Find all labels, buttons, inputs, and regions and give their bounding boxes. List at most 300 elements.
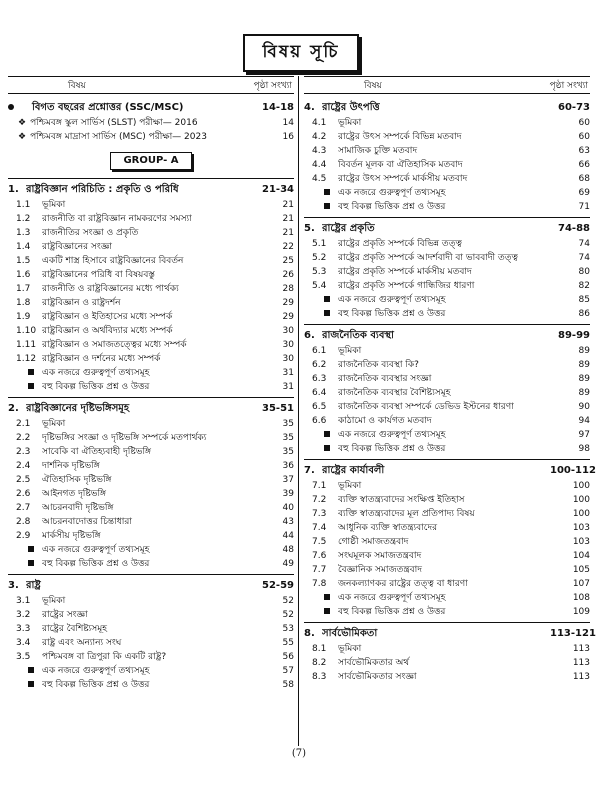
square-bullet-icon bbox=[324, 608, 330, 614]
item-page: 94 bbox=[578, 416, 590, 426]
section-heading bbox=[304, 221, 590, 237]
item-number: 3.3 bbox=[16, 624, 31, 634]
toc-item bbox=[8, 366, 294, 380]
item-page: 29 bbox=[282, 298, 294, 308]
item-text: রাজনীতি বা রাষ্ট্রবিজ্ঞান নামকরণের সমস্যা bbox=[42, 214, 192, 224]
toc-item bbox=[8, 380, 294, 394]
toc-item bbox=[8, 557, 294, 571]
item-number: 3.4 bbox=[16, 638, 31, 648]
toc-item bbox=[8, 324, 294, 338]
item-text: ভূমিকা bbox=[338, 346, 362, 356]
item-text: বৈজ্ঞানিক সমাজতন্ত্রবাদ bbox=[338, 565, 422, 575]
item-text: কাঠামো ও কার্যগত মতবাদ bbox=[338, 416, 432, 426]
item-text: রাজনৈতিক ব্যবস্থার সংজ্ঞা bbox=[338, 374, 432, 384]
section-heading bbox=[304, 328, 590, 344]
item-page: 31 bbox=[282, 382, 294, 392]
toc-item bbox=[304, 158, 590, 172]
section-number: 2. bbox=[8, 403, 19, 414]
toc-item bbox=[304, 563, 590, 577]
item-page: 113 bbox=[572, 644, 590, 654]
square-bullet-icon bbox=[28, 681, 34, 687]
toc-item bbox=[8, 543, 294, 557]
group-label: GROUP- A bbox=[110, 152, 192, 170]
item-page: 39 bbox=[282, 489, 294, 499]
toc-item bbox=[304, 591, 590, 605]
section-number: 5. bbox=[304, 223, 315, 234]
item-page: 49 bbox=[282, 559, 294, 569]
toc-item bbox=[8, 445, 294, 459]
toc-item bbox=[8, 501, 294, 515]
item-page: 48 bbox=[282, 545, 294, 555]
toc-item bbox=[304, 535, 590, 549]
item-text: ব্যক্তি স্বাতন্ত্র্যবাদের মূল প্রতিপাদ্য বিষয় bbox=[338, 509, 475, 519]
section-title: রাষ্ট্র bbox=[26, 580, 41, 591]
toc-item bbox=[304, 521, 590, 535]
square-bullet-icon bbox=[324, 594, 330, 600]
toc-item bbox=[304, 507, 590, 521]
toc-item bbox=[304, 386, 590, 400]
item-number: 6.4 bbox=[312, 388, 327, 398]
section-pages: 35-51 bbox=[262, 403, 294, 414]
square-bullet-icon bbox=[324, 431, 330, 437]
item-text: এক নজরে গুরুত্বপূর্ণ তথ্যসমূহ bbox=[338, 430, 446, 440]
section-pages: 74-88 bbox=[558, 223, 590, 234]
item-page: 89 bbox=[578, 346, 590, 356]
item-number: 7.8 bbox=[312, 579, 327, 589]
item-number: 3.5 bbox=[16, 652, 31, 662]
item-text: রাষ্ট্রের প্রকৃতি সম্পর্কে মার্কসীয় মতবাদ bbox=[338, 267, 472, 277]
section-heading bbox=[304, 626, 596, 642]
item-number: 1.2 bbox=[16, 214, 31, 224]
toc-item bbox=[8, 212, 294, 226]
toc-item bbox=[8, 678, 294, 692]
item-text: রাষ্ট্রের প্রকৃতি সম্পর্কে গান্ধিজির ধারণা bbox=[338, 281, 475, 291]
square-bullet-icon bbox=[28, 546, 34, 552]
item-number: 4.1 bbox=[312, 118, 327, 128]
item-text: এক নজরে গুরুত্বপূর্ণ তথ্যসমূহ bbox=[338, 188, 446, 198]
item-page: 52 bbox=[282, 610, 294, 620]
item-number: 2.6 bbox=[16, 489, 31, 499]
subject-header: বিষয় bbox=[364, 80, 382, 91]
square-bullet-icon bbox=[324, 203, 330, 209]
square-bullet-icon bbox=[28, 369, 34, 375]
square-bullet-icon bbox=[28, 560, 34, 566]
item-number: 1.10 bbox=[16, 326, 37, 336]
toc-item bbox=[8, 594, 294, 608]
section-pages: 113-121 bbox=[550, 628, 596, 639]
item-number: 3.1 bbox=[16, 596, 31, 606]
item-text: রাষ্ট্রবিজ্ঞান ও রাষ্ট্রদর্শন bbox=[42, 298, 121, 308]
item-text: রাষ্ট্রের উৎস সম্পর্কে বিভিন্ন মতবাদ bbox=[338, 132, 462, 142]
item-page: 40 bbox=[282, 503, 294, 513]
toc-item bbox=[8, 226, 294, 240]
item-text: ভূমিকা bbox=[42, 419, 66, 429]
toc-item bbox=[304, 670, 590, 684]
toc-item bbox=[8, 636, 294, 650]
section-heading bbox=[8, 182, 294, 198]
item-text: বহু বিকল্প ভিত্তিক প্রশ্ন ও উত্তর bbox=[338, 309, 446, 319]
item-page: 89 bbox=[578, 388, 590, 398]
item-page: 113 bbox=[572, 672, 590, 682]
item-text: আইনগত দৃষ্টিভঙ্গি bbox=[42, 489, 107, 499]
left-column-header bbox=[8, 76, 294, 94]
item-number: 1.6 bbox=[16, 270, 31, 280]
item-text: বহু বিকল্প ভিত্তিক প্রশ্ন ও উত্তর bbox=[338, 202, 446, 212]
right-sections bbox=[304, 100, 596, 684]
item-text: জনকল্যাণকর রাষ্ট্রের তত্ত্ব বা ধারণা bbox=[338, 579, 468, 589]
item-text: দৃষ্টিভঙ্গির সংজ্ঞা ও দৃষ্টিভঙ্গি সম্পর্কে মতপার্থক্য bbox=[42, 433, 207, 443]
item-page: 22 bbox=[282, 242, 294, 252]
item-text: আধুনিক ব্যক্তি স্বাতন্ত্র্যবাদের bbox=[338, 523, 438, 533]
item-number: 8.3 bbox=[312, 672, 327, 682]
section-number: 7. bbox=[304, 465, 315, 476]
item-number: 1.5 bbox=[16, 256, 31, 266]
item-page: 29 bbox=[282, 312, 294, 322]
toc-item bbox=[8, 417, 294, 431]
previous-questions-sub: ❖ পশ্চিমবঙ্গ স্কুল সার্ভিস (SLST) পরীক্ষা— 2016 14 bbox=[18, 118, 294, 128]
toc-item bbox=[304, 307, 590, 321]
right-column bbox=[304, 76, 596, 684]
item-text: মার্কসীয় দৃষ্টিভঙ্গি bbox=[42, 531, 101, 541]
toc-item bbox=[8, 296, 294, 310]
previous-questions-sub: ❖ পশ্চিমবঙ্গ মাদ্রাসা সার্ভিস (MSC) পরীক্ষা— 2023 16 bbox=[18, 132, 294, 142]
item-page: 71 bbox=[578, 202, 590, 212]
section-number: 6. bbox=[304, 330, 315, 341]
previous-questions-entry: বিগত বছরের প্রশ্নোত্তর (SSC/MSC) 14-18 bbox=[8, 100, 294, 116]
toc-item bbox=[304, 605, 590, 619]
square-bullet-icon bbox=[324, 445, 330, 451]
item-text: সংঘমূলক সমাজতন্ত্রবাদ bbox=[338, 551, 422, 561]
item-text: ঐতিহাসিক দৃষ্টিভঙ্গি bbox=[42, 475, 112, 485]
toc-item bbox=[8, 459, 294, 473]
toc-item bbox=[8, 650, 294, 664]
item-text: বহু বিকল্প ভিত্তিক প্রশ্ন ও উত্তর bbox=[338, 444, 446, 454]
section-heading bbox=[8, 401, 294, 417]
item-page: 103 bbox=[572, 523, 590, 533]
item-text: বহু বিকল্প ভিত্তিক প্রশ্ন ও উত্তর bbox=[42, 382, 150, 392]
item-page: 36 bbox=[282, 461, 294, 471]
item-page: 82 bbox=[578, 281, 590, 291]
item-page: 100 bbox=[572, 495, 590, 505]
item-page: 25 bbox=[282, 256, 294, 266]
section-heading bbox=[304, 463, 596, 479]
item-text: পশ্চিমবঙ্গ বা ত্রিপুরা কি একটি রাষ্ট্র? bbox=[42, 652, 167, 662]
item-page: 108 bbox=[572, 593, 590, 603]
item-number: 4.2 bbox=[312, 132, 327, 142]
page-header: পৃষ্ঠা সংখ্যা bbox=[253, 80, 292, 91]
item-number: 1.12 bbox=[16, 354, 37, 364]
item-number: 6.6 bbox=[312, 416, 327, 426]
item-text: আচরনবাদী দৃষ্টিভঙ্গি bbox=[42, 503, 114, 513]
section-separator bbox=[8, 574, 294, 575]
toc-item bbox=[304, 442, 590, 456]
toc-item bbox=[304, 130, 590, 144]
item-page: 100 bbox=[572, 509, 590, 519]
item-page: 100 bbox=[572, 481, 590, 491]
item-text: বহু বিকল্প ভিত্তিক প্রশ্ন ও উত্তর bbox=[338, 607, 446, 617]
section-number: 1. bbox=[8, 184, 19, 195]
section-number: 4. bbox=[304, 102, 315, 113]
subject-header: বিষয় bbox=[68, 80, 86, 91]
item-page: 53 bbox=[282, 624, 294, 634]
left-column bbox=[8, 76, 294, 692]
item-page: 85 bbox=[578, 295, 590, 305]
toc-item bbox=[8, 473, 294, 487]
toc-item bbox=[304, 372, 590, 386]
toc-item bbox=[304, 493, 590, 507]
item-page: 107 bbox=[572, 579, 590, 589]
section-separator bbox=[304, 217, 590, 218]
item-page: 21 bbox=[282, 228, 294, 238]
item-page: 30 bbox=[282, 340, 294, 350]
item-text: ভূমিকা bbox=[338, 481, 362, 491]
item-number: 2.9 bbox=[16, 531, 31, 541]
item-number: 2.1 bbox=[16, 419, 31, 429]
item-text: এক নজরে গুরুত্বপূর্ণ তথ্যসমূহ bbox=[338, 295, 446, 305]
toc-item bbox=[304, 549, 590, 563]
item-text: রাষ্ট্রবিজ্ঞান ও দর্শনের মধ্যে সম্পর্ক bbox=[42, 354, 161, 364]
toc-item bbox=[8, 487, 294, 501]
item-page: 60 bbox=[578, 132, 590, 142]
diamond-bullet-icon: ❖ bbox=[18, 118, 27, 128]
square-bullet-icon bbox=[324, 189, 330, 195]
toc-item bbox=[8, 608, 294, 622]
item-page: 52 bbox=[282, 596, 294, 606]
item-text: বহু বিকল্প ভিত্তিক প্রশ্ন ও উত্তর bbox=[42, 559, 150, 569]
square-bullet-icon bbox=[324, 310, 330, 316]
item-text: রাষ্ট্রের উৎস সম্পর্কে মার্কসীয় মতবাদ bbox=[338, 174, 468, 184]
item-page: 60 bbox=[578, 118, 590, 128]
toc-item bbox=[8, 310, 294, 324]
item-text: সার্বভৌমিকতার অর্থ bbox=[338, 658, 410, 668]
toc-item bbox=[8, 268, 294, 282]
item-number: 6.1 bbox=[312, 346, 327, 356]
section-title: রাজনৈতিক ব্যবস্থা bbox=[322, 330, 394, 341]
section-separator bbox=[304, 324, 590, 325]
section-title: রাষ্ট্রবিজ্ঞানের দৃষ্টিভঙ্গিসমূহ bbox=[26, 403, 130, 414]
toc-item bbox=[304, 237, 590, 251]
toc-item bbox=[8, 198, 294, 212]
item-page: 90 bbox=[578, 402, 590, 412]
item-text: একটি শাস্ত্র হিসাবে রাষ্ট্রবিজ্ঞানের বিবর্তন bbox=[42, 256, 184, 266]
item-page: 35 bbox=[282, 419, 294, 429]
section-heading bbox=[8, 578, 294, 594]
toc-item bbox=[304, 479, 590, 493]
item-number: 6.5 bbox=[312, 402, 327, 412]
item-page: 21 bbox=[282, 214, 294, 224]
column-divider bbox=[298, 76, 299, 746]
toc-item bbox=[8, 664, 294, 678]
item-text: রাষ্ট্রবিজ্ঞানের সংজ্ঞা bbox=[42, 242, 112, 252]
toc-item bbox=[304, 400, 590, 414]
toc-item bbox=[8, 622, 294, 636]
item-page: 37 bbox=[282, 475, 294, 485]
item-page: 35 bbox=[282, 433, 294, 443]
section-pages: 100-112 bbox=[550, 465, 596, 476]
item-page: 35 bbox=[282, 447, 294, 457]
item-page: 103 bbox=[572, 537, 590, 547]
page-header: পৃষ্ঠা সংখ্যা bbox=[549, 80, 588, 91]
toc-item bbox=[8, 254, 294, 268]
bullet-dot-icon bbox=[8, 104, 14, 110]
item-page: 21 bbox=[282, 200, 294, 210]
item-text: রাজনৈতিক ব্যবস্থার বৈশিষ্ট্যসমূহ bbox=[338, 388, 451, 398]
toc-item bbox=[304, 344, 590, 358]
item-page: 56 bbox=[282, 652, 294, 662]
toc-item bbox=[304, 293, 590, 307]
item-page: 30 bbox=[282, 326, 294, 336]
item-text: রাষ্ট্রবিজ্ঞানের পরিধি বা বিষয়বস্তু bbox=[42, 270, 155, 280]
section-number: 3. bbox=[8, 580, 19, 591]
item-text: ভূমিকা bbox=[338, 644, 362, 654]
toc-item bbox=[8, 529, 294, 543]
item-number: 2.7 bbox=[16, 503, 31, 513]
item-number: 1.4 bbox=[16, 242, 31, 252]
item-page: 105 bbox=[572, 565, 590, 575]
item-number: 7.2 bbox=[312, 495, 327, 505]
page-title: বিষয় সূচি bbox=[243, 34, 359, 72]
item-page: 74 bbox=[578, 253, 590, 263]
toc-item bbox=[8, 515, 294, 529]
item-text: এক নজরে গুরুত্বপূর্ণ তথ্যসমূহ bbox=[338, 593, 446, 603]
item-text: ব্যক্তি স্বাতন্ত্র্যবাদের সংক্ষিপ্ত ইতিহাস bbox=[338, 495, 465, 505]
item-page: 97 bbox=[578, 430, 590, 440]
item-text: সামাজিক চুক্তি মতবাদ bbox=[338, 146, 418, 156]
toc-item bbox=[304, 186, 590, 200]
section-pages: 52-59 bbox=[262, 580, 294, 591]
item-text: এক নজরে গুরুত্বপূর্ণ তথ্যসমূহ bbox=[42, 666, 150, 676]
item-page: 66 bbox=[578, 160, 590, 170]
item-text: ভূমিকা bbox=[42, 200, 66, 210]
item-number: 5.1 bbox=[312, 239, 327, 249]
page-number: (7) bbox=[291, 748, 307, 759]
section-separator bbox=[304, 622, 590, 623]
toc-item bbox=[304, 358, 590, 372]
item-page: 69 bbox=[578, 188, 590, 198]
item-text: এক নজরে গুরুত্বপূর্ণ তথ্যসমূহ bbox=[42, 545, 150, 555]
item-number: 1.3 bbox=[16, 228, 31, 238]
item-text: আচরনবাদোত্তর চিন্তাধারা bbox=[42, 517, 132, 527]
item-text: রাষ্ট্রবিজ্ঞান ও ইতিহাসের মধ্যে সম্পর্ক bbox=[42, 312, 173, 322]
item-number: 4.5 bbox=[312, 174, 327, 184]
item-number: 3.2 bbox=[16, 610, 31, 620]
item-number: 1.1 bbox=[16, 200, 31, 210]
toc-item bbox=[304, 577, 590, 591]
item-number: 8.1 bbox=[312, 644, 327, 654]
toc-item bbox=[304, 116, 590, 130]
item-page: 98 bbox=[578, 444, 590, 454]
item-page: 104 bbox=[572, 551, 590, 561]
item-page: 30 bbox=[282, 354, 294, 364]
item-text: রাষ্ট্রবিজ্ঞান ও অর্থবিদ্যার মধ্যে সম্পর্ক bbox=[42, 326, 173, 336]
item-number: 4.3 bbox=[312, 146, 327, 156]
item-number: 5.4 bbox=[312, 281, 327, 291]
section-pages: 89-99 bbox=[558, 330, 590, 341]
section-separator bbox=[8, 397, 294, 398]
toc-item bbox=[304, 279, 590, 293]
item-number: 8.2 bbox=[312, 658, 327, 668]
section-separator bbox=[304, 459, 590, 460]
item-page: 80 bbox=[578, 267, 590, 277]
item-page: 44 bbox=[282, 531, 294, 541]
item-number: 2.8 bbox=[16, 517, 31, 527]
item-text: রাষ্ট্রের বৈশিষ্ট্যসমূহ bbox=[42, 624, 107, 634]
toc-item bbox=[304, 172, 590, 186]
item-page: 26 bbox=[282, 270, 294, 280]
toc-item bbox=[304, 642, 590, 656]
item-text: বিবর্তন মূলক বা ঐতিহাসিক মতবাদ bbox=[338, 160, 463, 170]
toc-item bbox=[8, 282, 294, 296]
item-page: 89 bbox=[578, 374, 590, 384]
square-bullet-icon bbox=[324, 296, 330, 302]
item-number: 2.4 bbox=[16, 461, 31, 471]
item-number: 4.4 bbox=[312, 160, 327, 170]
toc-item bbox=[8, 352, 294, 366]
item-page: 63 bbox=[578, 146, 590, 156]
item-text: সাবেকি বা ঐতিহ্যবাহী দৃষ্টিভঙ্গি bbox=[42, 447, 152, 457]
item-text: ভূমিকা bbox=[42, 596, 66, 606]
toc-item bbox=[304, 656, 590, 670]
item-page: 113 bbox=[572, 658, 590, 668]
item-page: 86 bbox=[578, 309, 590, 319]
toc-item bbox=[304, 414, 590, 428]
item-number: 2.2 bbox=[16, 433, 31, 443]
left-sections bbox=[8, 182, 294, 692]
item-text: রাষ্ট্রের সংজ্ঞা bbox=[42, 610, 88, 620]
toc-item bbox=[8, 338, 294, 352]
section-title: রাষ্ট্রের উৎপত্তি bbox=[322, 102, 380, 113]
item-text: রাষ্ট্রবিজ্ঞান ও সমাজতত্ত্বের মধ্যে সম্পর্ক bbox=[42, 340, 187, 350]
item-number: 7.7 bbox=[312, 565, 327, 575]
item-text: বহু বিকল্প ভিত্তিক প্রশ্ন ও উত্তর bbox=[42, 680, 150, 690]
item-number: 2.5 bbox=[16, 475, 31, 485]
item-text: রাষ্ট্রের প্রকৃতি সম্পর্কে বিভিন্ন তত্ত্ব bbox=[338, 239, 462, 249]
item-number: 1.11 bbox=[16, 340, 37, 350]
item-text: রাজনীতি ও রাষ্ট্রবিজ্ঞানের মধ্যে পার্থক্য bbox=[42, 284, 179, 294]
item-number: 7.6 bbox=[312, 551, 327, 561]
item-number: 6.3 bbox=[312, 374, 327, 384]
square-bullet-icon bbox=[28, 383, 34, 389]
item-text: দার্শনিক দৃষ্টিভঙ্গি bbox=[42, 461, 100, 471]
item-number: 7.3 bbox=[312, 509, 327, 519]
section-heading bbox=[304, 100, 590, 116]
item-number: 2.3 bbox=[16, 447, 31, 457]
section-pages: 60-73 bbox=[558, 102, 590, 113]
toc-item bbox=[304, 428, 590, 442]
item-number: 5.2 bbox=[312, 253, 327, 263]
item-text: গোষ্ঠী সমাজতন্ত্রবাদ bbox=[338, 537, 409, 547]
item-page: 58 bbox=[282, 680, 294, 690]
item-page: 109 bbox=[572, 607, 590, 617]
item-page: 68 bbox=[578, 174, 590, 184]
item-number: 6.2 bbox=[312, 360, 327, 370]
item-number: 7.5 bbox=[312, 537, 327, 547]
toc-item bbox=[304, 200, 590, 214]
item-number: 5.3 bbox=[312, 267, 327, 277]
toc-item bbox=[304, 265, 590, 279]
section-title: রাষ্ট্রবিজ্ঞান পরিচিতি : প্রকৃতি ও পরিধি bbox=[26, 184, 179, 195]
section-title: রাষ্ট্রের কার্যাবলী bbox=[322, 465, 385, 476]
item-number: 1.9 bbox=[16, 312, 31, 322]
section-title: রাষ্ট্রের প্রকৃতি bbox=[322, 223, 375, 234]
item-page: 28 bbox=[282, 284, 294, 294]
toc-item bbox=[304, 251, 590, 265]
item-text: সার্বভৌমিকতার সংজ্ঞা bbox=[338, 672, 417, 682]
item-page: 55 bbox=[282, 638, 294, 648]
section-number: 8. bbox=[304, 628, 315, 639]
item-page: 57 bbox=[282, 666, 294, 676]
item-text: রাজনৈতিক ব্যবস্থা সম্পর্কে ডেভিড ইস্টনের ধারণা bbox=[338, 402, 514, 412]
